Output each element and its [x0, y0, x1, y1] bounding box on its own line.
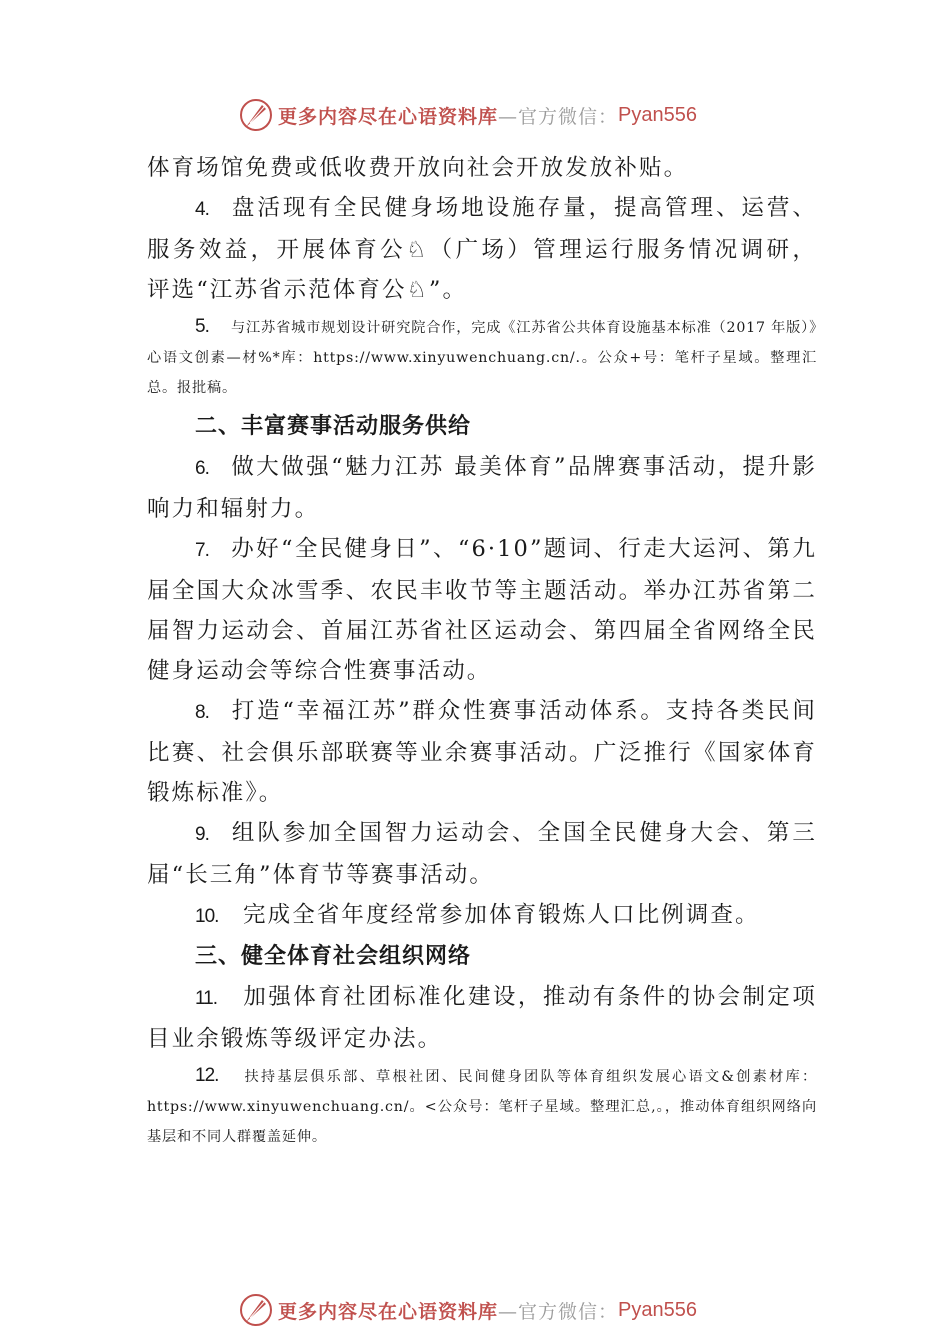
item-text: 与江苏省城市规划设计研究院合作，完成《江苏省公共体育设施基本标准（2017 年版）》心语文创素—材%*库：https://www.xinyuwenchuang.cn/.。公众+号：笔杆子星域。整理汇总。报批稿。	[147, 320, 817, 396]
paragraph-item-12	[147, 1061, 817, 1152]
paragraph-item-9	[147, 813, 817, 895]
item-number: 11.	[195, 988, 218, 1009]
item-text: 做大做强“魅力江苏 最美体育”品牌赛事活动，提升影响力和辐射力。	[147, 454, 817, 522]
section-heading-2: 二、丰富赛事活动服务供给	[195, 414, 472, 439]
item-text: 盘活现有全民健身场地设施存量，提高管理、运营、服务效益，开展体育公♘（广场）管理运行服务情况调研， 评选“江苏省示范体育公♘”。	[147, 195, 817, 303]
item-number: 5.	[195, 316, 209, 337]
section-heading-3: 三、健全体育社会组织网络	[195, 944, 472, 969]
item-number: 12.	[195, 1065, 219, 1086]
item-text: 打造“幸福江苏”群众性赛事活动体系。支持各类民间比赛、社会俱乐部联赛等业余赛事活动。广泛推行《国家体育锻炼标准》。	[147, 698, 817, 806]
paragraph-item-4	[147, 188, 817, 310]
header-banner	[0, 95, 950, 135]
item-number: 4.	[195, 199, 209, 220]
item-text: 组队参加全国智力运动会、全国全民健身大会、第三届“长三角”体育节等赛事活动。	[147, 820, 817, 888]
footer-banner	[0, 1290, 950, 1330]
paragraph-item-10	[147, 895, 817, 937]
item-text: 扶持基层俱乐部、草根社团、民间健身团队等体育组织发展心语文&创素材库：https://www.xinyuwenchuang.cn/。<公众号：笔杆子星域。整理汇总,。，推动体育组织网络向基层和不同人群覆盖延伸。	[147, 1069, 817, 1145]
item-number: 6.	[195, 458, 209, 479]
banner-wechat-id: Pyan556	[618, 1298, 697, 1321]
feather-pen-logo-icon	[238, 97, 274, 133]
document-body	[147, 148, 817, 1156]
banner-wechat-label: —官方微信：	[498, 105, 619, 128]
banner-brand-text: 更多内容尽在心语资料库	[278, 1300, 499, 1323]
item-text: 完成全省年度经常参加体育锻炼人口比例调查。	[243, 902, 760, 928]
banner-wechat-id: Pyan556	[618, 103, 697, 126]
item-number: 9.	[195, 824, 209, 845]
feather-pen-logo-icon	[238, 1292, 274, 1328]
paragraph-item-11	[147, 977, 817, 1059]
item-text: 加强体育社团标准化建设，推动有条件的协会制定项目业余锻炼等级评定办法。	[147, 984, 817, 1052]
paragraph-item-6	[147, 447, 817, 529]
banner-wechat-label: —官方微信：	[498, 1300, 619, 1323]
paragraph-continuation: 体育场馆免费或低收费开放向社会开放发放补贴。	[147, 155, 689, 181]
item-number: 7.	[195, 540, 209, 561]
item-text: 办好“全民健身日”、“6·10”题词、行走大运河、第九届全国大众冰雪季、农民丰收节等主题活动。举办江苏省第二届智力运动会、首届江苏省社区运动会、第四届全省网络全民健身运动会等综合性赛事活动。	[147, 536, 817, 684]
paragraph-item-5	[147, 312, 817, 403]
paragraph-item-7	[147, 529, 817, 691]
paragraph-item-8	[147, 691, 817, 813]
banner-brand-text: 更多内容尽在心语资料库	[278, 105, 499, 128]
item-number: 10.	[195, 906, 219, 927]
item-number: 8.	[195, 702, 209, 723]
